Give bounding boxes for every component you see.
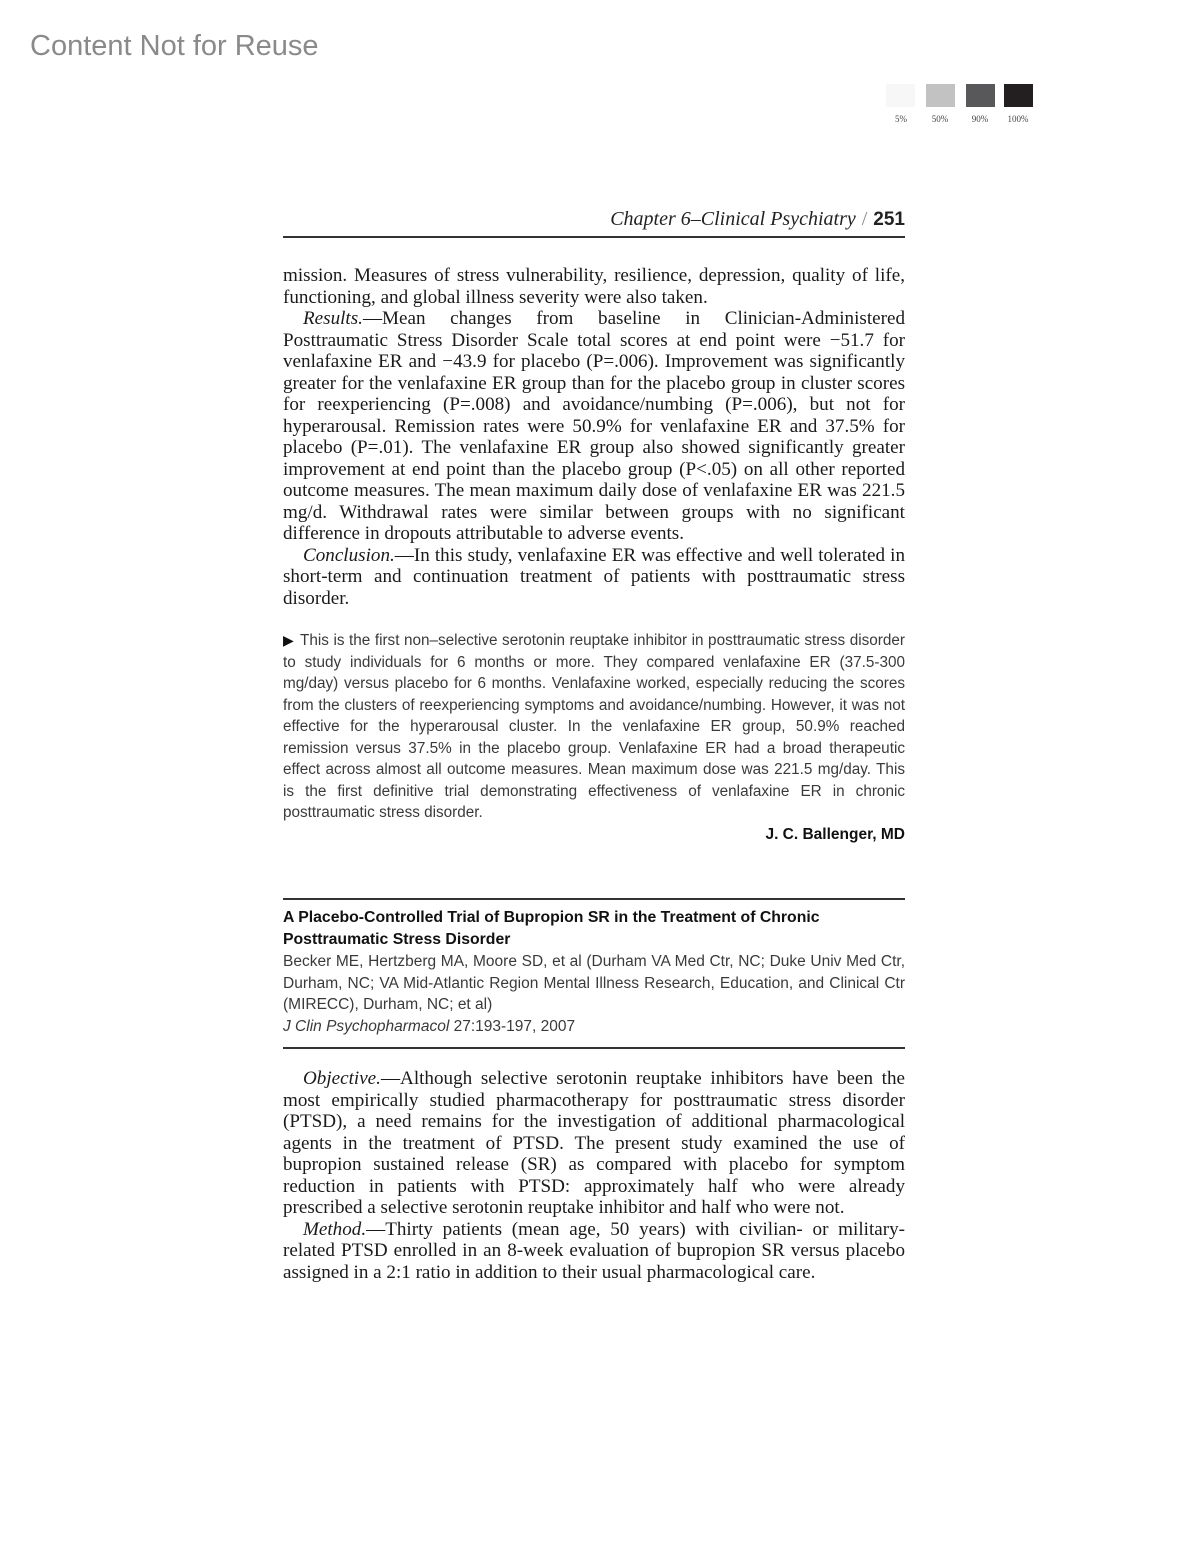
swatch-100 (1004, 84, 1033, 107)
objective-lead: Objective. (303, 1068, 381, 1089)
commentary-text: This is the first non–selective serotonin reuptake inhibitor in posttraumatic stress disorder to study individuals for 6 months or more. They compared venlafaxine ER (37.5-300 mg/day) versus placebo for 6 months. Venlafaxine worked, especially reducing the scores from the clusters of reexperiencing symptoms and avoidance/numbing. However, it was not effective for the hyperarousal cluster. In the venlafaxine ER group, 50.9% reached remission versus 37.5% in the placebo group. Venlafaxine ER had a broad therapeutic effect across almost all outcome measures. Mean maximum dose was 221.5 mg/day. This is the first definitive trial demonstrating effectiveness of venlafaxine ER in chronic posttraumatic stress disorder. (283, 632, 905, 821)
page-number: 251 (873, 209, 905, 230)
swatch-label-100: 100% (1007, 114, 1029, 124)
watermark-text: Content Not for Reuse (30, 30, 319, 62)
swatch-label-50: 50% (931, 114, 949, 124)
article-title: A Placebo-Controlled Trial of Bupropion SR in the Treatment of Chronic Posttraumatic Stress Disorder (283, 909, 820, 948)
objective-text: —Although selective serotonin reuptake inhibitors have been the most empirically studied pharmacotherapy for posttraumatic stress disorder (PTSD), a need remains for the investigation of additional pharmacological agents in the treatment of PTSD. The present study examined the use of bupropion sustained release (SR) as compared with placebo for symptom reduction in patients with PTSD: approximately half who were already prescribed a selective serotonin reuptake inhibitor and half who were not. (283, 1068, 905, 1218)
commentary-paragraph (283, 630, 905, 824)
swatch-label-90: 90% (971, 114, 989, 124)
results-paragraph (283, 308, 905, 545)
article-authors: Becker ME, Hertzberg MA, Moore SD, et al (Durham VA Med Ctr, NC; Duke Univ Med Ctr, Durham, NC; VA Mid-Atlantic Region Mental Illness Research, Education, and Clinical Ctr (MIRECC), Durham, NC; et al) (283, 953, 905, 1013)
swatch-90 (966, 84, 995, 107)
chapter-title: Chapter 6–Clinical Psychiatry (610, 208, 856, 230)
commentary-author: J. C. Ballenger, MD (765, 825, 905, 843)
conclusion-paragraph (283, 545, 905, 610)
header-rule (283, 236, 905, 238)
results-lead: Results. (303, 308, 363, 329)
running-header (283, 203, 905, 236)
method-text: —Thirty patients (mean age, 50 years) with civilian- or military-related PTSD enrolled in an 8-week evaluation of bupropion SR versus placebo assigned in a 2:1 ratio in addition to their usual pharmacological care. (283, 1218, 905, 1283)
commentary-block (283, 630, 905, 844)
citation-details: 27:193-197, 2007 (449, 1017, 576, 1035)
article-citation (283, 1016, 905, 1038)
swatch-label-5: 5% (895, 114, 907, 124)
article-1-abstract (283, 265, 905, 609)
arrow-marker-icon: ▶ (283, 632, 295, 648)
results-text: —Mean changes from baseline in Clinician-Administered Posttraumatic Stress Disorder Scale total scores at end point were −51.7 for venlafaxine ER and −43.9 for placebo (P=.006). Improvement was significantly greater for the venlafaxine ER group than for the placebo group in cluster scores for reexperiencing (P=.008) and avoidance/numbing (P=.006), but not for hyperarousal. Remission rates were 50.9% for venlafaxine ER and 37.5% for placebo (P=.01). The venlafaxine ER group also showed significantly greater improvement at end point than the placebo group (P<.05) on all other reported outcome measures. The mean maximum daily dose of venlafaxine ER was 221.5 mg/d. Withdrawal rates were similar between groups with no significant difference in dropouts attributable to adverse events. (283, 308, 905, 544)
conclusion-text: —In this study, venlafaxine ER was effective and well tolerated in short-term and continuation treatment of patients with posttraumatic stress disorder. (283, 544, 905, 609)
continued-paragraph: mission. Measures of stress vulnerability, resilience, depression, quality of life, functioning, and global illness severity were also taken. (283, 265, 905, 308)
article-2-abstract (283, 1068, 905, 1283)
header-separator: / (861, 208, 868, 230)
swatch-5 (886, 84, 915, 107)
objective-paragraph (283, 1068, 905, 1219)
conclusion-lead: Conclusion. (303, 544, 395, 566)
article-2-header (283, 907, 905, 1037)
article-2-bottom-rule (283, 1047, 905, 1049)
swatch-50 (926, 84, 955, 107)
article-2-top-rule (283, 898, 905, 900)
method-paragraph (283, 1219, 905, 1284)
method-lead: Method. (303, 1218, 367, 1240)
journal-name: J Clin Psychopharmacol (283, 1017, 450, 1035)
